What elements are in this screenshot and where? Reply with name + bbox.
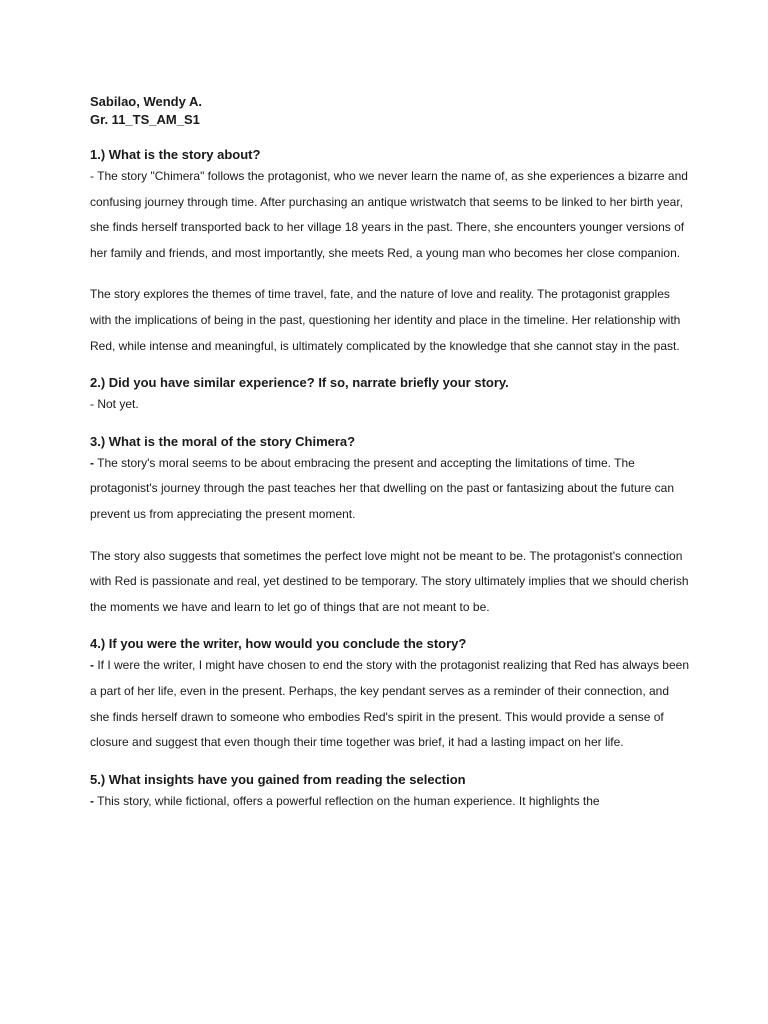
student-grade: Gr. 11_TS_AM_S1 — [90, 112, 200, 127]
answer-2-paragraph-1: - Not yet. — [90, 397, 139, 412]
answer-3-paragraph-2: The story also suggests that sometimes the perfect love might not be meant to be. The protagonist's connection with Red is passionate and real, yet destined to be temporary. The story ultimately implies that we should cherish the moments we have and learn to let go of things that are not meant to be. — [90, 548, 689, 614]
question-4: 4.) If you were the writer, how would you conclude the story? — [90, 636, 467, 652]
question-2: 2.) Did you have similar experience? If so, narrate briefly your story. — [90, 375, 509, 391]
answer-4-dash: - — [90, 658, 94, 673]
answer-4-paragraph-1 — [90, 653, 690, 755]
student-name: Sabilao, Wendy A. — [90, 94, 202, 109]
answer-3-text-1: The story's moral seems to be about embracing the present and accepting the limitations of time. The protagonist's journey through the past teaches her that dwelling on the past or fantasizing about the future can prevent us from appreciating the present moment. — [90, 455, 675, 521]
answer-1-paragraph-1: - The story "Chimera" follows the protagonist, who we never learn the name of, as she experiences a bizarre and confusing journey through time. After purchasing an antique wristwatch that seems to be linked to her birth year, she finds herself transported back to her village 18 years in the past. There, she encounters younger versions of her family and friends, and most importantly, she meets Red, a young man who becomes her close companion. — [90, 169, 688, 260]
answer-5-dash: - — [90, 793, 94, 808]
question-5: 5.) What insights have you gained from reading the selection — [90, 771, 466, 787]
question-3: 3.) What is the moral of the story Chimera? — [90, 433, 356, 449]
answer-3-dash: - — [90, 455, 94, 470]
answer-5-text-1: This story, while fictional, offers a powerful reflection on the human experience. It highlights the — [94, 793, 600, 808]
document-page — [90, 93, 690, 814]
answer-4-text-1: If I were the writer, I might have chosen to end the story with the protagonist realizing that Red has always been a part of her life, even in the present. Perhaps, the key pendant serves as a reminder of their connection, and she finds herself drawn to someone who embodies Red's spirit in the present. This would provide a sense of closure and suggest that even though their time together was brief, it had a lasting impact on her life. — [90, 658, 689, 750]
answer-3-paragraph-1 — [90, 451, 690, 528]
answer-1-paragraph-2: The story explores the themes of time travel, fate, and the nature of love and reality. The protagonist grapples with the implications of being in the past, questioning her identity and place in the timeline. Her relationship with Red, while intense and meaningful, is ultimately complicated by the knowledge that she cannot stay in the past. — [90, 287, 681, 353]
answer-5-paragraph-1 — [90, 789, 690, 815]
question-1: 1.) What is the story about? — [90, 147, 261, 162]
